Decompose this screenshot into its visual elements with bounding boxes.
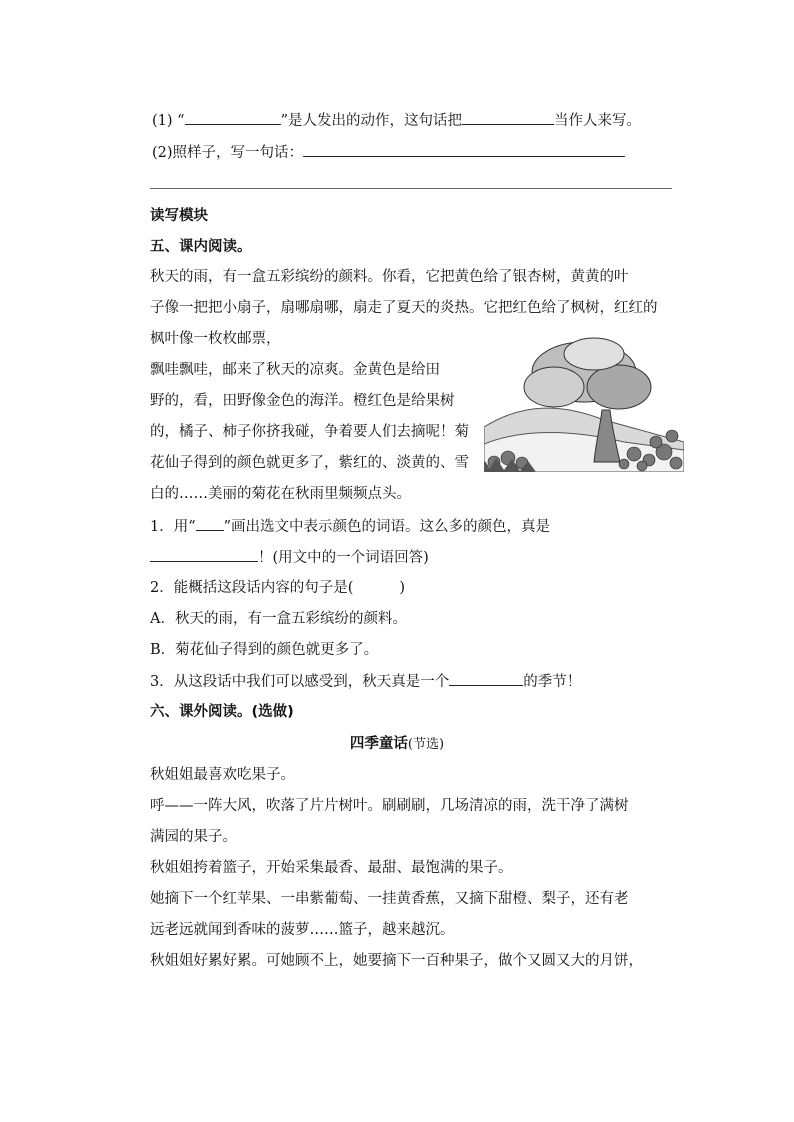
passage-line: 白的……美丽的菊花在秋雨里频频点头。 <box>150 486 411 502</box>
section-5-heading: 五、课内阅读。 <box>150 239 252 255</box>
question-1-line: (1) “ ”是人发出的动作，这句话把 当作人来写。 <box>152 110 641 131</box>
story-line: 秋姐姐好累好累。可她顾不上，她要摘下一百种果子，做个又圆又大的月饼， <box>150 953 643 969</box>
story-line: 满园的果子。 <box>150 829 237 845</box>
passage-line: 子像一把把小扇子，扇哪扇哪，扇走了夏天的炎热。它把红色给了枫树，红红的 <box>150 300 658 316</box>
question-2: 2．能概括这段话内容的句子是( ) <box>150 580 406 596</box>
passage-line: 枫叶像一枚枚邮票， <box>150 331 281 347</box>
autumn-tree-illustration <box>484 332 684 472</box>
question-2-line: (2)照样子，写一句话： <box>152 142 625 163</box>
option-b: B．菊花仙子得到的颜色就更多了。 <box>150 642 379 658</box>
answer-blank[interactable] <box>185 110 281 125</box>
question-1-answer: ！(用文中的一个词语回答) <box>150 547 429 568</box>
option-a: A．秋天的雨，有一盒五彩缤纷的颜料。 <box>150 611 407 627</box>
passage-line: 飘哇飘哇，邮来了秋天的凉爽。金黄色是给田 <box>150 362 440 378</box>
question-3: 3．从这段话中我们可以感受到，秋天真是一个 的季节！ <box>150 671 581 692</box>
passage-line: 的，橘子、柿子你挤我碰，争着要人们去摘呢！菊 <box>150 424 469 440</box>
section-heading: 读写模块 <box>150 208 208 224</box>
passage-line: 野的，看，田野像金色的海洋。橙红色是给果树 <box>150 393 455 409</box>
section-6-heading: 六、课外阅读。(选做) <box>150 704 294 720</box>
question-number: (1) <box>152 113 173 129</box>
answer-line[interactable] <box>150 188 672 189</box>
underline-sample <box>196 516 224 531</box>
story-title: 四季童话(节选) <box>349 736 445 752</box>
answer-blank[interactable] <box>462 110 554 125</box>
story-line: 呼——一阵大风，吹落了片片树叶。刷刷刷，几场清凉的雨，洗干净了满树 <box>150 798 629 814</box>
story-line: 秋姐姐最喜欢吃果子。 <box>150 767 295 783</box>
passage-line: 花仙子得到的颜色就更多了，紫红的、淡黄的、雪 <box>150 455 469 471</box>
story-line: 她摘下一个红苹果、一串紫葡萄、一挂黄香蕉，又摘下甜橙、梨子，还有老 <box>150 891 629 907</box>
answer-blank[interactable] <box>449 671 523 686</box>
question-1: 1．用“ ”画出选文中表示颜色的词语。这么多的颜色，真是 <box>150 516 550 537</box>
story-line: 秋姐姐挎着篮子，开始采集最香、最甜、最饱满的果子。 <box>150 860 513 876</box>
answer-blank[interactable] <box>303 142 625 157</box>
answer-blank[interactable] <box>150 547 258 562</box>
passage-line: 秋天的雨，有一盒五彩缤纷的颜料。你看，它把黄色给了银杏树，黄黄的叶 <box>150 269 629 285</box>
story-line: 远老远就闻到香味的菠萝……篮子，越来越沉。 <box>150 922 455 938</box>
